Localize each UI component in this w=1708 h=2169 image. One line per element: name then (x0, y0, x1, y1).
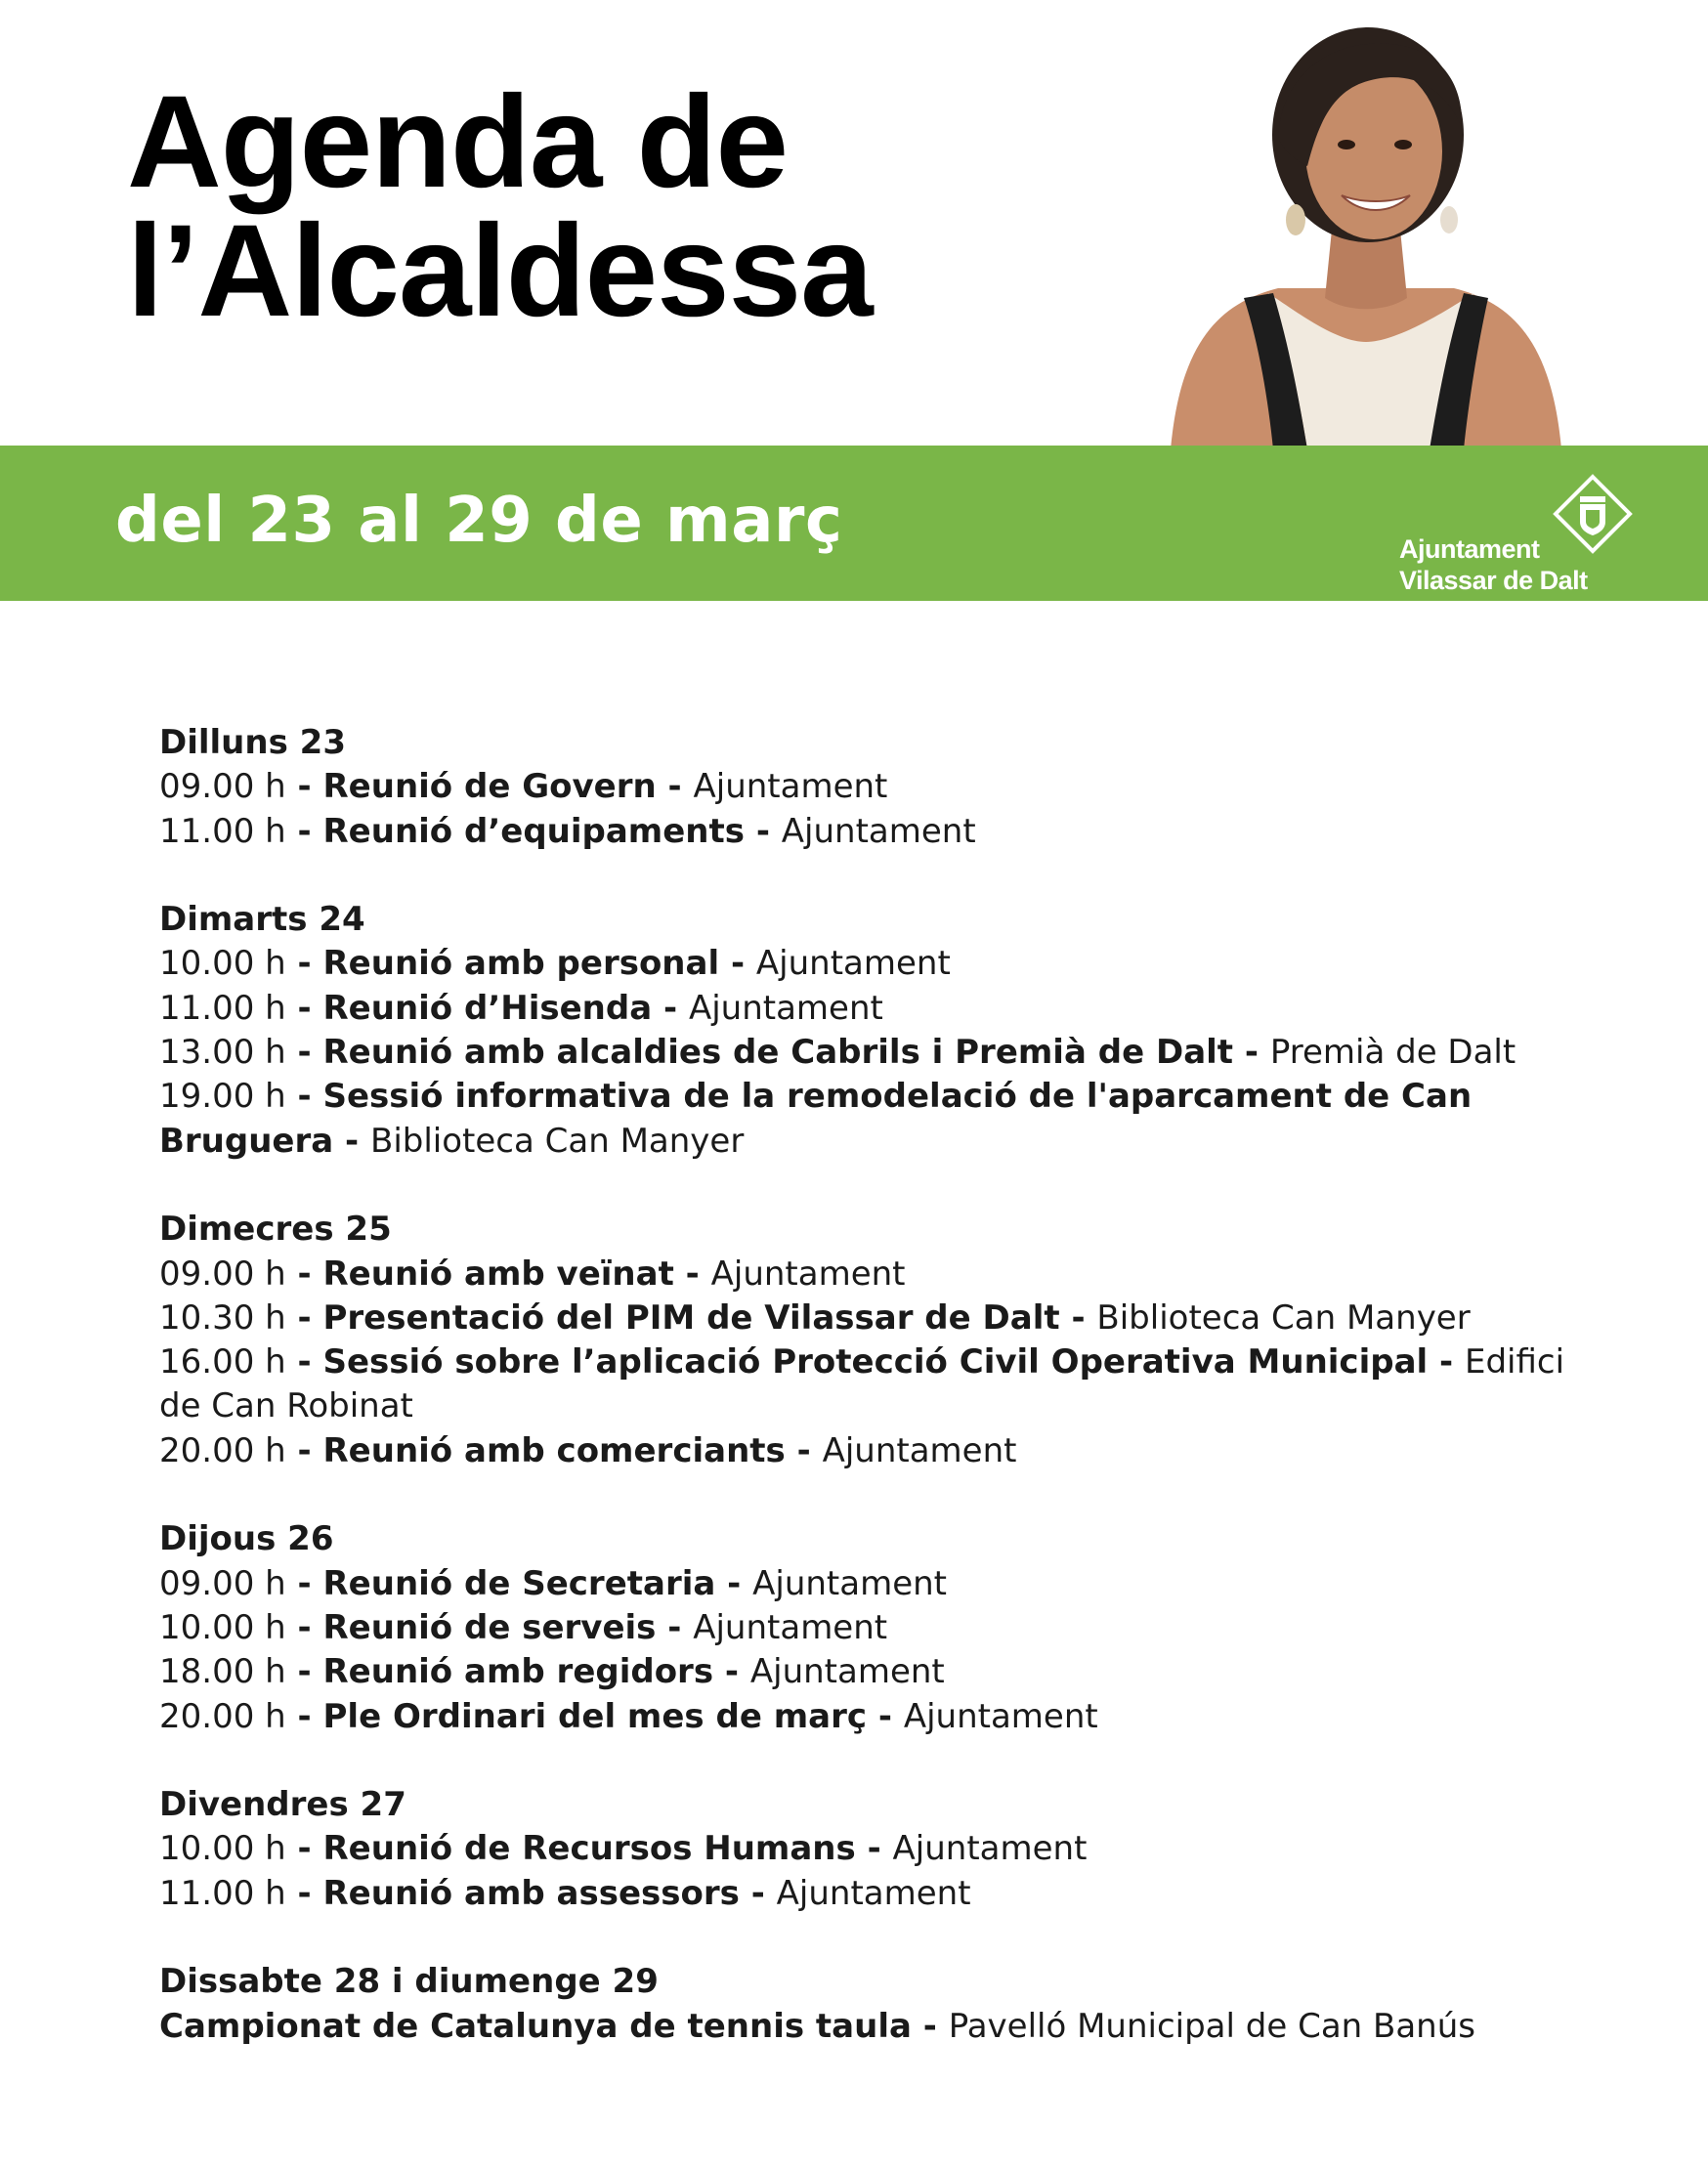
event-time: 20.00 h (159, 1696, 286, 1736)
ajuntament-logo (1399, 467, 1634, 595)
event-title: Reunió de Recursos Humans (322, 1829, 856, 1869)
agenda-day (159, 721, 1566, 854)
agenda-event (159, 987, 1566, 1031)
agenda-event (159, 1695, 1566, 1739)
event-title: Sessió informativa de la remodelació de l'aparcament de Can Bruguera (159, 1077, 1473, 1161)
agenda-event (159, 1075, 1566, 1164)
agenda-day (159, 1960, 1566, 2049)
agenda-event (159, 942, 1566, 986)
separator: - (285, 1297, 323, 1338)
day-heading: Dissabte 28 i diumenge 29 (159, 1962, 659, 2002)
separator: - (739, 1873, 777, 1913)
event-time: 11.00 h (159, 988, 286, 1028)
event-title: Campionat de Catalunya de tennis taula (159, 2006, 912, 2046)
separator: - (285, 811, 323, 851)
separator: - (285, 1563, 323, 1603)
separator: - (285, 1077, 323, 1117)
agenda-event (159, 1872, 1566, 1916)
date-range: del 23 al 29 de març (115, 485, 843, 557)
agenda-event (159, 1340, 1566, 1429)
logo-line-2: Vilassar de Dalt (1399, 566, 1588, 595)
agenda-event (159, 1827, 1566, 1871)
event-location: Ajuntament (749, 1652, 945, 1692)
day-heading: Dimarts 24 (159, 900, 365, 940)
separator: - (1059, 1297, 1097, 1338)
title-line-2: l’Alcaldessa (127, 198, 873, 344)
event-location: Ajuntament (781, 811, 976, 851)
separator: - (656, 1607, 694, 1647)
event-time: 09.00 h (159, 1254, 286, 1294)
page-title (127, 69, 873, 344)
event-time: 09.00 h (159, 767, 286, 807)
event-time: 10.00 h (159, 1607, 286, 1647)
event-title: Reunió amb regidors (322, 1652, 714, 1692)
event-location: Ajuntament (710, 1254, 906, 1294)
event-time: 10.30 h (159, 1297, 286, 1338)
event-title: Reunió amb comerciants (322, 1430, 786, 1470)
separator: - (333, 1121, 370, 1161)
event-location: Premià de Dalt (1269, 1033, 1516, 1073)
agenda-list (159, 721, 1566, 2093)
date-banner (0, 446, 1708, 601)
event-time: 18.00 h (159, 1652, 286, 1692)
event-location: Ajuntament (822, 1430, 1017, 1470)
separator: - (285, 1430, 323, 1470)
agenda-day (159, 1783, 1566, 1916)
separator: - (719, 944, 756, 984)
event-location: Ajuntament (752, 1563, 948, 1603)
separator: - (285, 944, 323, 984)
separator: - (285, 1696, 323, 1736)
agenda-event (159, 1606, 1566, 1650)
event-location: Ajuntament (755, 944, 951, 984)
day-heading: Dijous 26 (159, 1519, 334, 1559)
separator: - (656, 767, 694, 807)
agenda-event (159, 765, 1566, 809)
day-heading: Divendres 27 (159, 1785, 406, 1825)
separator: - (1428, 1342, 1465, 1382)
agenda-event (159, 1650, 1566, 1694)
event-location: Biblioteca Can Manyer (370, 1121, 745, 1161)
agenda-event (159, 1562, 1566, 1606)
separator: - (285, 1607, 323, 1647)
event-time: 11.00 h (159, 811, 286, 851)
event-time: 20.00 h (159, 1430, 286, 1470)
separator: - (855, 1829, 893, 1869)
agenda-event (159, 2005, 1566, 2049)
separator: - (673, 1254, 711, 1294)
event-location: Ajuntament (688, 988, 883, 1028)
event-title: Reunió de Secretaria (322, 1563, 716, 1603)
separator: - (652, 988, 689, 1028)
separator: - (715, 1563, 753, 1603)
agenda-day (159, 1517, 1566, 1738)
event-location: Ajuntament (693, 767, 888, 807)
separator: - (744, 811, 782, 851)
event-location: Ajuntament (693, 1607, 888, 1647)
agenda-event (159, 1253, 1566, 1297)
mayor-portrait (1151, 20, 1581, 449)
event-time: 10.00 h (159, 1829, 286, 1869)
event-location: Pavelló Municipal de Can Banús (948, 2006, 1475, 2046)
event-title: Sessió sobre l’aplicació Protecció Civil Operativa Municipal (322, 1342, 1429, 1382)
event-title: Reunió amb alcaldies de Cabrils i Premià de Dalt (322, 1033, 1234, 1073)
event-time: 16.00 h (159, 1342, 286, 1382)
agenda-event (159, 810, 1566, 854)
event-title: Reunió de serveis (322, 1607, 657, 1647)
agenda-event (159, 1429, 1566, 1473)
event-location: Ajuntament (903, 1696, 1098, 1736)
event-title: Reunió d’equipaments (322, 811, 745, 851)
event-title: Reunió amb veïnat (322, 1254, 674, 1294)
event-title: Ple Ordinari del mes de març (322, 1696, 868, 1736)
event-title: Presentació del PIM de Vilassar de Dalt (322, 1297, 1060, 1338)
separator: - (285, 1342, 323, 1382)
logo-line-1: Ajuntament (1399, 534, 1540, 564)
agenda-event (159, 1031, 1566, 1075)
separator: - (867, 1696, 904, 1736)
event-location: Ajuntament (892, 1829, 1088, 1869)
agenda-day (159, 898, 1566, 1164)
separator: - (285, 1829, 323, 1869)
separator: - (285, 1652, 323, 1692)
separator: - (1233, 1033, 1270, 1073)
day-heading: Dimecres 25 (159, 1210, 392, 1250)
event-time: 09.00 h (159, 1563, 286, 1603)
event-location: Edifici de Can Robinat (159, 1342, 1565, 1426)
event-time: 10.00 h (159, 944, 286, 984)
event-location: Biblioteca Can Manyer (1096, 1297, 1471, 1338)
event-title: Reunió de Govern (322, 767, 657, 807)
event-time: 11.00 h (159, 1873, 286, 1913)
title-line-1: Agenda de (127, 69, 788, 215)
separator: - (285, 1254, 323, 1294)
event-time: 19.00 h (159, 1077, 286, 1117)
separator: - (713, 1652, 750, 1692)
separator: - (911, 2006, 949, 2046)
logo-text (1399, 533, 1588, 596)
separator: - (285, 988, 323, 1028)
separator: - (785, 1430, 823, 1470)
agenda-day (159, 1208, 1566, 1473)
day-heading: Dilluns 23 (159, 723, 346, 762)
event-location: Ajuntament (776, 1873, 971, 1913)
agenda-event (159, 1297, 1566, 1340)
event-title: Reunió d’Hisenda (322, 988, 653, 1028)
event-title: Reunió amb assessors (322, 1873, 740, 1913)
event-time: 13.00 h (159, 1033, 286, 1073)
event-title: Reunió amb personal (322, 944, 720, 984)
separator: - (285, 1033, 323, 1073)
separator: - (285, 1873, 323, 1913)
separator: - (285, 767, 323, 807)
